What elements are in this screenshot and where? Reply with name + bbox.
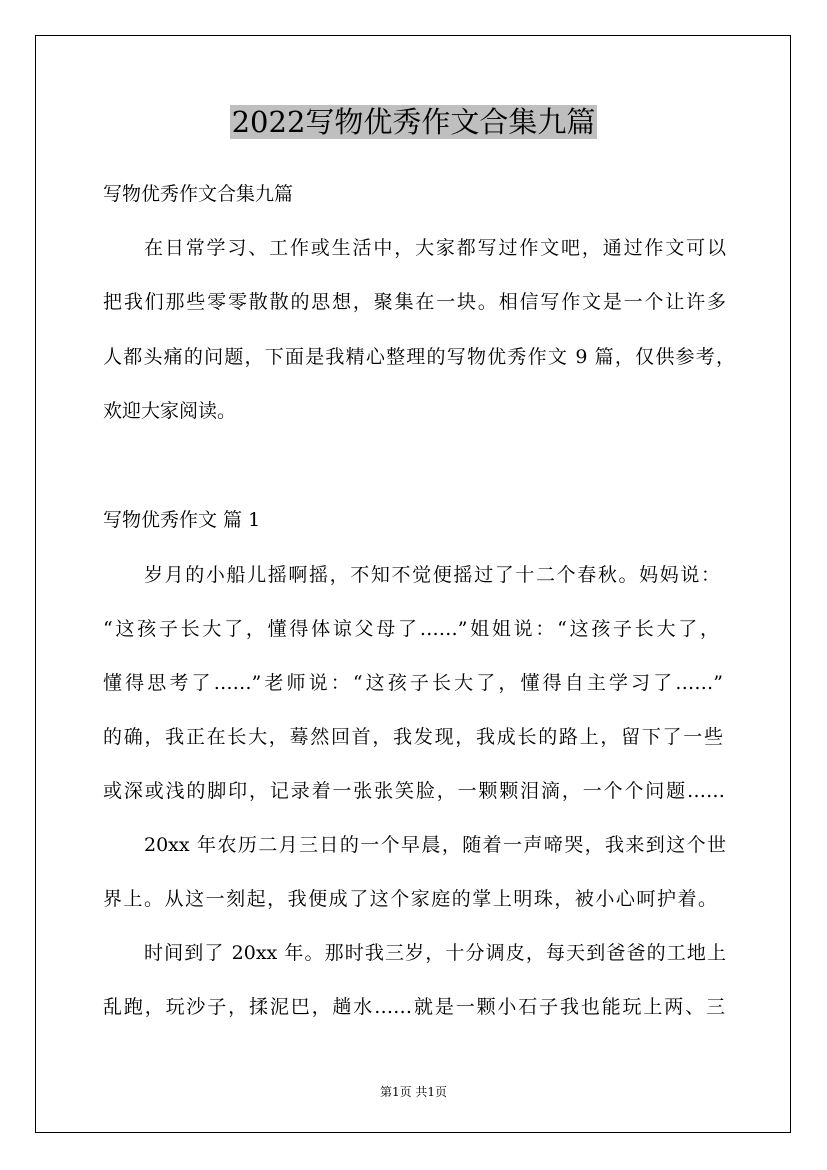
intro-line: 在日常学习、工作或生活中，大家都写过作文吧，通过作文可以	[144, 237, 726, 259]
body-line: 时间到了 20xx 年。那时我三岁，十分调皮，每天到爸爸的工地上	[144, 942, 726, 964]
body-line: 或深或浅的脚印，记录着一张张笑脸，一颗颗泪滴，一个个问题……	[103, 780, 725, 802]
body-line: 懂得思考了……”老师说：“这孩子长大了，懂得自主学习了……”	[103, 672, 723, 694]
intro-line: 欢迎大家阅读。	[103, 400, 237, 422]
body-line: 乱跑，玩沙子，揉泥巴，趟水……就是一颗小石子我也能玩上两、三	[103, 996, 725, 1018]
page-footer: 第1页 共1页	[379, 1085, 448, 1099]
intro-line: 把我们那些零零散散的思想，聚集在一块。相信写作文是一个让许多	[103, 291, 726, 313]
body-line: 界上。从这一刻起，我便成了这个家庭的掌上明珠，被小心呵护着。	[103, 888, 717, 910]
body-line: 20xx 年农历二月三日的一个早晨，随着一声啼哭，我来到这个世	[144, 834, 726, 856]
body-line: 的确，我正在长大，蓦然回首，我发现，我成长的路上，留下了一些	[103, 726, 723, 748]
body-line: “这孩子长大了，懂得体谅父母了……”姐姐说：“这孩子长大了，	[103, 618, 719, 640]
intro-line: 人都头痛的问题，下面是我精心整理的写物优秀作文 9 篇，仅供参考，	[103, 346, 735, 368]
section-heading: 写物优秀作文 篇 1	[103, 509, 261, 531]
body-line: 岁月的小船儿摇啊摇，不知不觉便摇过了十二个春秋。妈妈说：	[144, 564, 720, 586]
intro-heading: 写物优秀作文合集九篇	[103, 183, 294, 205]
document-title: 2022写物优秀作文合集九篇	[231, 105, 596, 139]
